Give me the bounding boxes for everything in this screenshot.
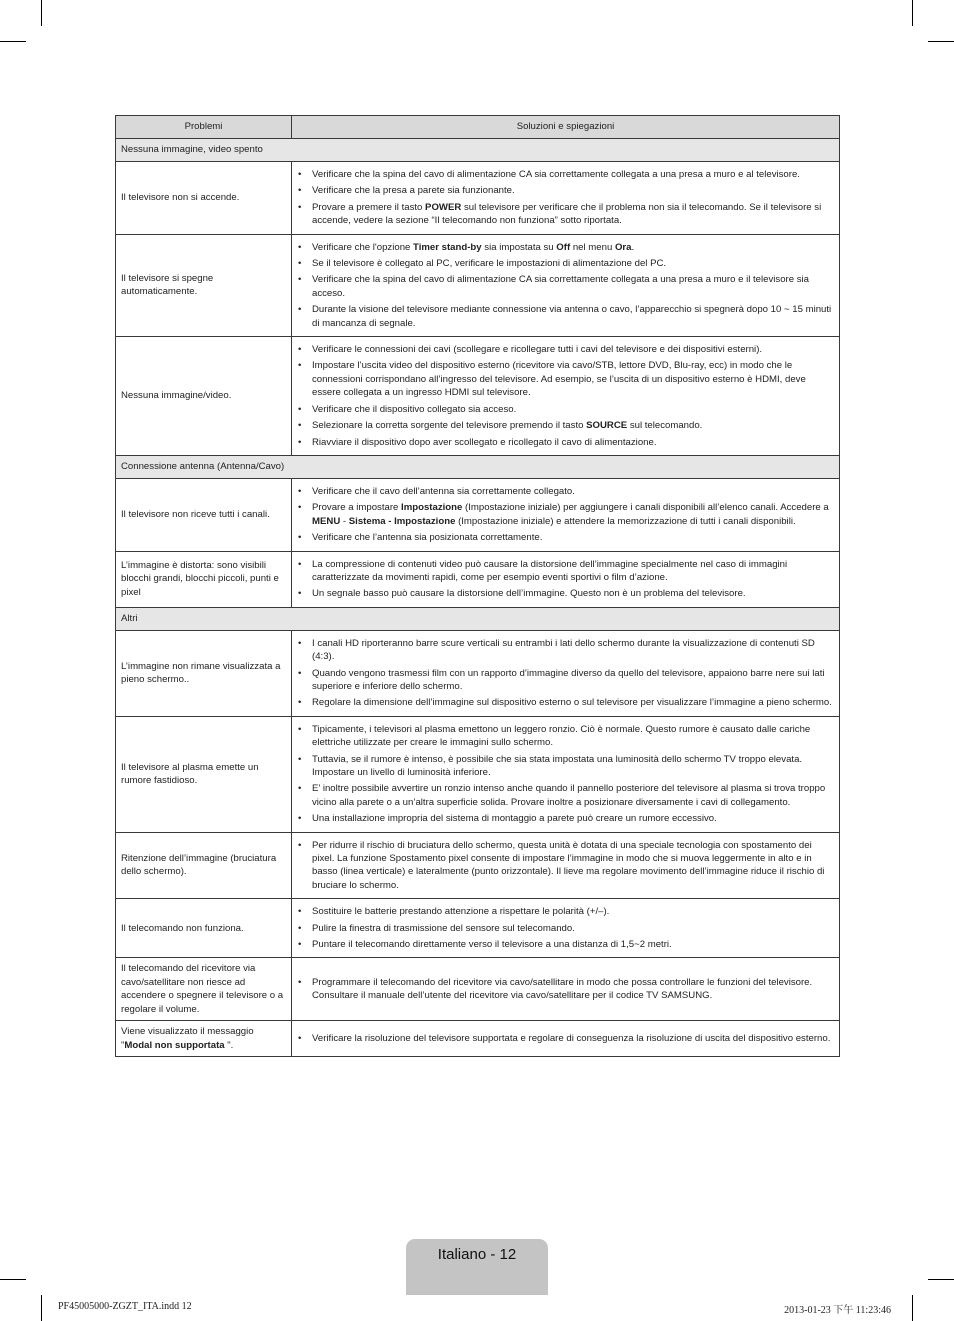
bold-text: Sistema - Impostazione [348,515,456,527]
text-run: Il televisore al plasma emette un rumore fastidioso. [121,761,259,787]
footer-file-info: PF45005000-ZGZT_ITA.indd 12 [58,1301,192,1312]
text-run: (Impostazione iniziale) e attendere la memorizzazione di tutti i canali disponibili. [455,515,796,527]
text-run: Verificare che la spina del cavo di alimentazione CA sia correttamente collegata a una presa a muro e il televisore sia acceso. [312,274,810,299]
solutions-cell [292,234,840,336]
solution-item [298,812,834,825]
text-run: Verificare che la spina del cavo di alimentazione CA sia correttamente collegata a una presa a muro e al televisore. [312,169,800,180]
text-run: Sostituire le batterie prestando attenzione a rispettare le polarità (+/–). [312,906,610,918]
solutions-cell [292,716,840,832]
section-title: Connessione antenna (Antenna/Cavo) [116,455,840,478]
text-run: ". [227,1039,234,1051]
text-run: Il televisore non riceve tutti i canali. [121,509,270,521]
solution-item [298,753,834,780]
solution-item [298,241,834,254]
crop-mark [0,1279,26,1280]
table-row [116,832,840,899]
solution-item [298,696,834,709]
text-run: - [340,515,349,527]
problem-cell [116,478,292,551]
text-run: Verificare che l'opzione [312,241,414,253]
text-run: Tipicamente, i televisori al plasma emettono un leggero ronzio. Ciò è normale. Questo rumore è causato dalle cariche elettriche utilizzate per creare le immagini sullo schermo. [312,723,811,749]
crop-mark [912,1295,913,1321]
crop-mark [41,0,42,26]
solutions-list [298,485,834,545]
solution-item [298,419,834,432]
text-run: Il telecomando non funziona. [121,922,244,934]
text-run: Provare a impostare [312,502,402,514]
solution-item [298,922,834,935]
text-run: L’immagine non rimane visualizzata a pieno schermo.. [121,660,281,686]
table-row [116,337,840,456]
solutions-list [298,905,834,951]
solution-item [298,501,834,528]
problem-cell [116,630,292,716]
problem-cell [116,899,292,958]
section-row [116,607,840,630]
solutions-cell [292,630,840,716]
text-run: Verificare che il cavo dell’antenna sia correttamente collegato. [312,485,575,497]
text-run: Il telecomando del ricevitore via cavo/satellitare non riesce ad accendere o spegnere il televisore o a regolare il volume. [121,963,284,1015]
page-number-label: Italiano - 12 [437,1246,517,1263]
solution-item [298,587,834,600]
solution-item [298,1032,834,1045]
solution-item [298,667,834,694]
solution-item [298,359,834,399]
text-run: Pulire la finestra di trasmissione del sensore sul telecomando. [312,922,575,934]
text-run: Verificare che l’antenna sia posizionata correttamente. [312,532,543,544]
solutions-cell [292,551,840,607]
solutions-list [298,168,834,228]
text-run: Un segnale basso può causare la distorsione dell’immagine. Questo non è un problema del televisore. [312,588,746,600]
text-run: La compressione di contenuti video può causare la distorsione dell’immagine specialmente nel caso di immagini caratterizzate da movimenti rapidi, come per esempio eventi sportivi o film d’azione. [312,558,788,583]
text-run: . [631,241,635,253]
text-run: nel menu [570,241,615,253]
solutions-list [298,343,834,449]
section-row [116,455,840,478]
solution-item [298,403,834,416]
problem-cell [116,958,292,1021]
text-run: Nessuna immagine/video. [121,390,232,402]
bold-text: SOURCE [586,420,628,432]
solutions-cell [292,162,840,235]
problem-cell [116,716,292,832]
bold-text: Modal non supportata [124,1039,228,1051]
solutions-cell [292,958,840,1021]
solutions-cell [292,478,840,551]
text-run: Ritenzione dell’immagine (bruciatura dello schermo). [121,853,277,878]
solution-item [298,723,834,750]
bold-text: MENU [312,515,341,527]
solution-item [298,257,834,270]
text-run: Provare a premere il tasto [312,201,426,213]
solutions-list [298,723,834,826]
solution-item [298,303,834,330]
problem-cell [116,832,292,899]
table-row [116,716,840,832]
section-title: Nessuna immagine, video spento [116,139,840,162]
text-run: Selezionare la corretta sorgente del televisore premendo il tasto [312,420,587,432]
solutions-list [298,241,834,330]
text-run: Verificare che la presa a parete sia funzionante. [312,185,515,197]
problem-cell [116,337,292,456]
footer-timestamp: 2013-01-23 下午 11:23:46 [784,1305,891,1316]
table-row [116,162,840,235]
table-body [116,139,840,1057]
table-header-row [116,116,840,139]
solution-item [298,168,834,181]
solution-item [298,184,834,197]
solution-item [298,782,834,809]
table-row [116,899,840,958]
text-run: Il televisore non si accende. [121,192,240,204]
solutions-list [298,558,834,601]
table-row [116,1021,840,1057]
text-run: Puntare il telecomando direttamente verso il televisore a una distanza di 1,5~2 metri. [312,939,672,951]
text-run: Per ridurre il rischio di bruciatura dello schermo, questa unità è dotata di una speciale tecnologia con spostamento dei pixel. La funzione Spostamento pixel consente di impostare l’immagine in modo che si muova leggermente in alto e in basso (linea verticale) e lateralmente (punto orizzontale). Il lieve ma regolare movimento dell’immagine riduce il rischio di bruciare lo schermo. [312,839,825,891]
solutions-list [298,976,834,1003]
solution-item [298,558,834,585]
crop-mark [928,1279,954,1280]
solutions-cell [292,899,840,958]
text-run: I canali HD riporteranno barre scure verticali su entrambi i lati dello schermo durante la visualizzazione di contenuti SD (4:3). [312,637,815,663]
solution-item [298,938,834,951]
text-run: sul televisore per verificare che il problema non sia il telecomando. Se il televisore si accende, vedere la sezione “Il telecomando non funziona” sotto riportata. [312,201,822,227]
solutions-cell [292,832,840,899]
solution-item [298,637,834,664]
bold-text: Impostazione [401,502,463,514]
solution-item [298,531,834,544]
solution-item [298,273,834,300]
solutions-list [298,1032,834,1045]
problem-cell [116,162,292,235]
text-run: L’immagine è distorta: sono visibili blocchi grandi, blocchi piccoli, punti e pixel [121,560,279,598]
solution-item [298,905,834,918]
text-run: sul telecomando. [627,420,703,432]
text-run: Verificare le connessioni dei cavi (scollegare e ricollegare tutti i cavi del televisore e dei dispositivi esterni). [312,344,763,356]
section-row [116,139,840,162]
text-run: Riavviare il dispositivo dopo aver scollegato e ricollegato il cavo di alimentazione. [312,436,657,448]
solutions-cell [292,1021,840,1057]
solutions-list [298,839,834,893]
text-run: Il televisore si spegne automaticamente. [121,272,214,298]
text-run: Durante la visione del televisore mediante connessione via antenna o cavo, l’apparecchio si spegnerà dopo 10 ~ 15 minuti di mancanza di segnale. [312,304,832,329]
solutions-cell [292,337,840,456]
solution-item [298,343,834,356]
text-run: E’ inoltre possibile avvertire un ronzio intenso anche quando il pannello posteriore del televisore al plasma si trova troppo vicino alla parete o a un’altra superficie solida. Provare inoltre a posizionare diversamente i cavi di collegamento. [312,783,826,808]
crop-mark [928,41,954,42]
text-run: sia impostata su [481,241,557,253]
table-row [116,551,840,607]
text-run: Programmare il telecomando del ricevitore via cavo/satellitare in modo che possa controllare le funzioni del televisore. Consultare il manuale dell’utente del ricevitore via cavo/satellitare per il codice TV SAMSUNG. [312,976,813,1002]
text-run: Una installazione impropria del sistema di montaggio a parete può creare un rumore eccessivo. [312,813,717,825]
troubleshooting-table [115,115,840,1057]
solutions-list [298,637,834,710]
problem-cell [116,234,292,336]
text-run: Verificare che il dispositivo collegato sia acceso. [312,403,517,415]
bold-text: POWER [425,201,462,213]
text-run: Regolare la dimensione dell’immagine sul dispositivo esterno o sul televisore per visualizzare l’immagine a pieno schermo. [312,697,832,709]
page-number-tab [406,1239,548,1295]
crop-mark [0,41,26,42]
bold-text: Off [556,241,571,253]
column-header-solutions: Soluzioni e spiegazioni [292,116,840,139]
text-run: (Impostazione iniziale) per aggiungere i canali disponibili all’elenco canali. Accedere a [462,502,829,514]
column-header-problems: Problemi [116,116,292,139]
solution-item [298,839,834,893]
crop-mark [912,0,913,26]
solution-item [298,485,834,498]
crop-mark [41,1295,42,1321]
solution-item [298,201,834,228]
text-run: Se il televisore è collegato al PC, verificare le impostazioni di alimentazione del PC. [312,258,667,270]
text-run: Quando vengono trasmessi film con un rapporto d’immagine diverso da quello del televisore, appaiono barre nere sui lati superiore e inferiore dello schermo. [312,667,825,692]
section-title: Altri [116,607,840,630]
text-run: Impostare l’uscita video del dispositivo esterno (ricevitore via cavo/STB, lettore DVD, Blu-ray, ecc) in modo che le connessioni corrispondano all’ingresso del televisore. Ad esempio, se l’uscita di un dispositivo esterno è HDMI, deve essere collegata a un ingresso HDMI sul televisore. [312,360,806,399]
solution-item [298,976,834,1003]
table-row [116,234,840,336]
table-row [116,958,840,1021]
problem-cell [116,1021,292,1057]
solution-item [298,436,834,449]
text-run: Viene visualizzato il messaggio " [121,1026,254,1051]
table-row [116,478,840,551]
problem-cell [116,551,292,607]
text-run: Tuttavia, se il rumore è intenso, è possibile che sia stata impostata una luminosità dello schermo TV troppo elevata. Impostare un livello di luminosità inferiore. [312,753,803,778]
table-row [116,630,840,716]
text-run: Verificare la risoluzione del televisore supportata e regolare di conseguenza la risoluzione di uscita del dispositivo esterno. [312,1032,831,1044]
bold-text: Timer stand-by [413,241,482,253]
bold-text: Ora [614,241,632,253]
